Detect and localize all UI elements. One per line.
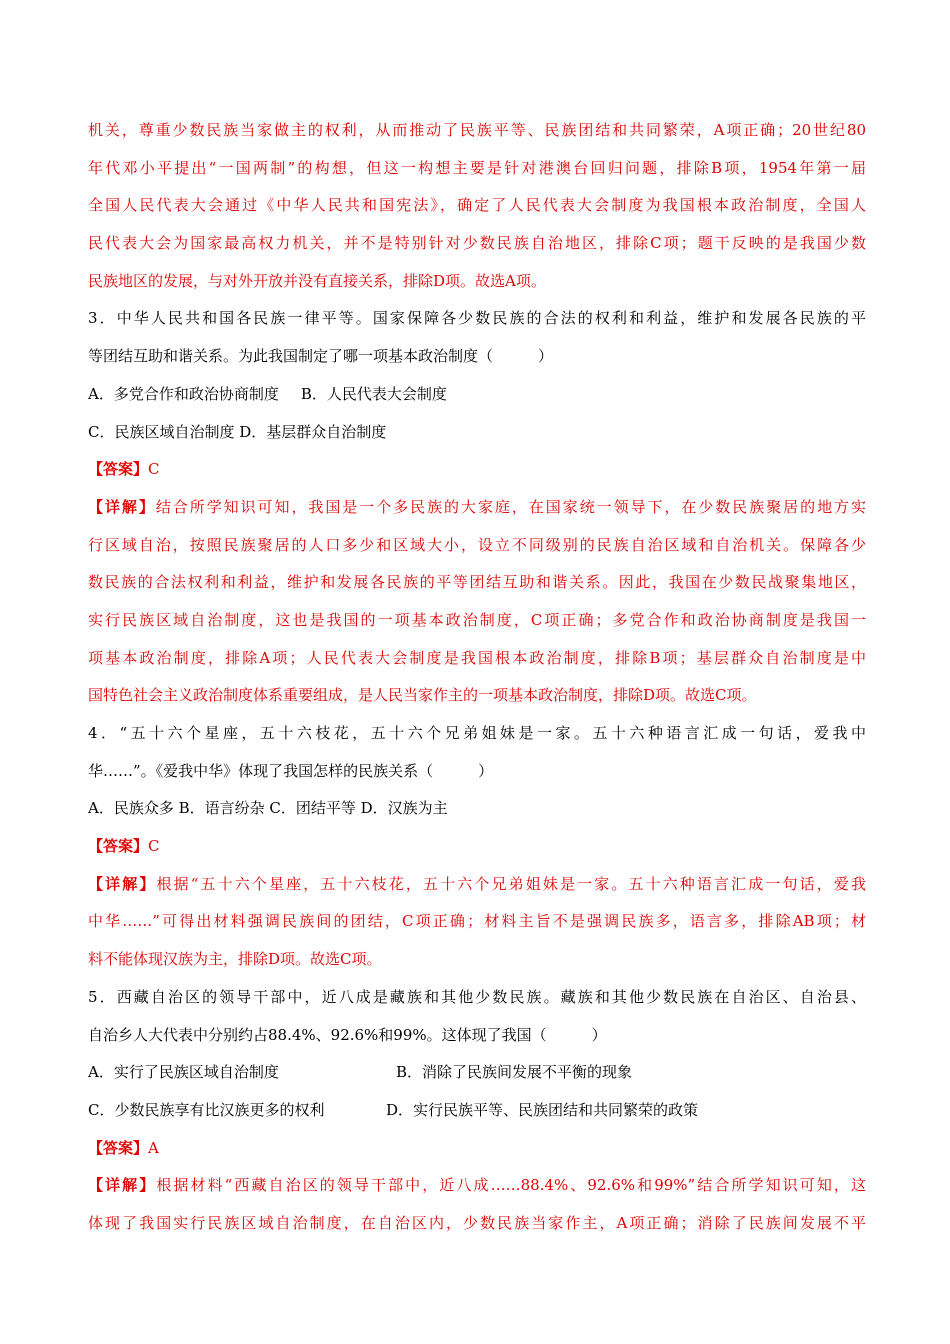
question-3 <box>88 300 866 715</box>
options-row <box>88 1054 866 1092</box>
detail-line: 体现了我国实行民族区域自治制度，在自治区内，少数民族当家作主，A项正确；消除了民族间发展不平 <box>88 1213 866 1232</box>
explanation-line: 年代邓小平提出“一国两制”的构想，但这一构想主要是针对港澳台回归问题，排除B项，1954年第一届 <box>88 158 866 177</box>
option-c: C．少数民族享有比汉族更多的权利 <box>88 1100 325 1119</box>
detail-line: 国特色社会主义政治制度体系重要组成，是人民当家作主的一项基本政治制度，排除D项。故选C项。 <box>88 686 757 705</box>
explanation-line: 民族地区的发展，与对外开放并没有直接关系，排除D项。故选A项。 <box>88 271 546 290</box>
options-row: C．民族区域自治制度 D．基层群众自治制度 <box>88 422 387 441</box>
question-stem-line: 华……”。《爱我中华》体现了我国怎样的民族关系（ ） <box>88 761 494 780</box>
option-b: B．消除了民族间发展不平衡的现象 <box>396 1063 633 1082</box>
detail-row <box>88 1167 866 1205</box>
detail-text: 根据材料“西藏自治区的领导干部中，近八成……88.4%、92.6%和99%”结合所学知识可知，这 <box>156 1176 866 1195</box>
answer-label: 【答案】 <box>88 1138 149 1157</box>
previous-explanation <box>88 112 866 300</box>
options-row <box>88 1092 866 1130</box>
option-a: A．实行了民族区域自治制度 <box>88 1063 279 1082</box>
question-stem-line: 等团结互助和谐关系。为此我国制定了哪一项基本政治制度（ ） <box>88 347 554 366</box>
detail-line: 行区域自治，按照民族聚居的人口多少和区域大小，设立不同级别的民族自治区域和自治机关。保障各少 <box>88 535 866 554</box>
answer-label: 【答案】 <box>88 837 149 856</box>
explanation-line: 机关，尊重少数民族当家做主的权利，从而推动了民族平等、民族团结和共同繁荣，A项正确；20世纪80 <box>88 121 866 139</box>
document-page <box>88 112 866 1243</box>
options-row <box>88 376 866 414</box>
detail-row <box>88 489 866 527</box>
question-stem-line: 5．西藏自治区的领导干部中，近八成是藏族和其他少数民族。藏族和其他少数民族在自治区、自治县、 <box>88 987 866 1006</box>
detail-label: 【详解】 <box>88 497 156 516</box>
detail-line: 料不能体现汉族为主，排除D项。故选C项。 <box>88 950 382 969</box>
answer-value: C <box>148 837 160 856</box>
detail-text: 根据“五十六个星座，五十六枝花，五十六个兄弟姐妹是一家。五十六种语言汇成一句话，爱我 <box>156 874 866 893</box>
explanation-line: 民代表大会为国家最高权力机关，并不是特别针对少数民族自治地区，排除C项；题干反映的是我国少数 <box>88 234 866 253</box>
answer-value: C <box>148 460 160 479</box>
detail-text: 结合所学知识可知，我国是一个多民族的大家庭，在国家统一领导下，在少数民族聚居的地方实 <box>155 497 866 516</box>
answer-row <box>88 828 866 866</box>
option-b: B．人民代表大会制度 <box>300 384 447 403</box>
detail-label: 【详解】 <box>88 1176 157 1195</box>
question-4 <box>88 715 866 979</box>
question-stem-line: 自治乡人大代表中分别约占88.4%、92.6%和99%。这体现了我国（ ） <box>88 1025 607 1044</box>
question-stem-line: 3．中华人民共和国各民族一律平等。国家保障各少数民族的合法的权利和利益，维护和发展各民族的平 <box>88 309 866 328</box>
answer-row <box>88 451 866 489</box>
answer-value: A <box>148 1138 159 1157</box>
option-a: A．多党合作和政治协商制度 <box>88 384 279 403</box>
option-d: D．实行民族平等、民族团结和共同繁荣的政策 <box>386 1100 699 1119</box>
detail-row <box>88 866 866 904</box>
question-stem-line: 4．“五十六个星座，五十六枝花，五十六个兄弟姐妹是一家。五十六种语言汇成一句话，爱我中 <box>88 724 866 742</box>
options-row: A．民族众多 B．语言纷杂 C．团结平等 D．汉族为主 <box>88 799 448 818</box>
explanation-line: 全国人民代表大会通过《中华人民共和国宪法》，确定了人民代表大会制度为我国根本政治制度，全国人 <box>88 196 866 215</box>
detail-label: 【详解】 <box>88 874 157 893</box>
detail-line: 中华……”可得出材料强调民族间的团结，C项正确；材料主旨不是强调民族多，语言多，排除AB项；材 <box>88 912 866 931</box>
answer-row <box>88 1130 866 1168</box>
detail-line: 项基本政治制度，排除A项；人民代表大会制度是我国根本政治制度，排除B项；基层群众自治制度是中 <box>88 648 866 667</box>
detail-line: 数民族的合法权利和利益，维护和发展各民族的平等团结互助和谐关系。因此，我国在少数民战聚集地区， <box>88 573 866 592</box>
detail-line: 实行民族区域自治制度，这也是我国的一项基本政治制度，C项正确；多党合作和政治协商制度是我国一 <box>88 610 866 629</box>
question-5 <box>88 979 866 1243</box>
answer-label: 【答案】 <box>88 460 149 479</box>
